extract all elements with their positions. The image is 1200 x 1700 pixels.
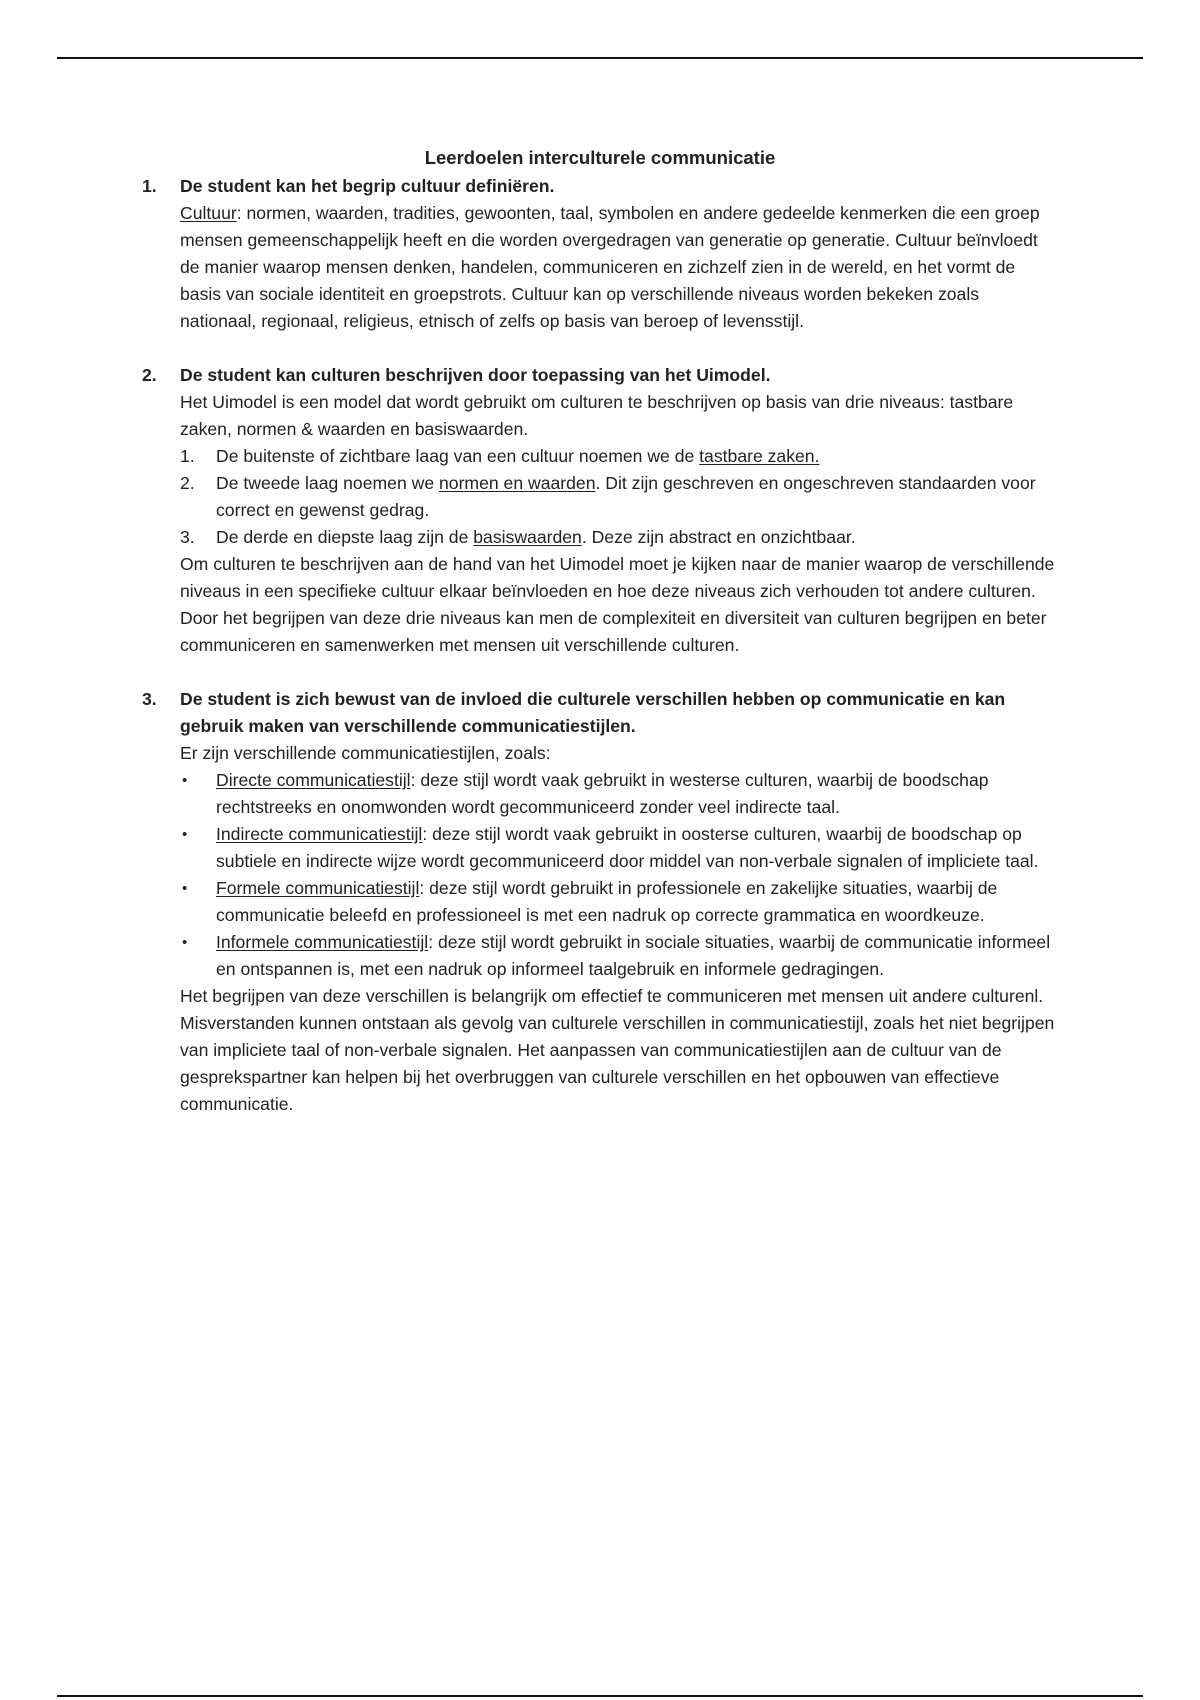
list-item xyxy=(180,524,1060,551)
underlined-term: Directe communicatiestijl xyxy=(216,770,411,790)
underlined-term: normen en waarden xyxy=(439,473,596,493)
document-body xyxy=(140,143,1060,1118)
bullet-icon: • xyxy=(182,772,188,789)
document-title: Leerdoelen interculturele communicatie xyxy=(424,147,776,168)
list-text-after: . Deze zijn abstract en onzichtbaar. xyxy=(581,527,856,547)
list-text-before: De derde en diepste laag zijn de xyxy=(216,527,474,547)
bullet-item xyxy=(180,929,1060,983)
underlined-term: Cultuur xyxy=(180,203,237,223)
section-number: 1. xyxy=(142,176,157,196)
section-number: 3. xyxy=(142,689,157,709)
section-intro: Het Uimodel is een model dat wordt gebruikt om culturen te beschrijven op basis van drie niveaus: tastbare zaken, normen & waarden en basiswaarden. xyxy=(180,392,1014,439)
section-outro: Om culturen te beschrijven aan de hand van het Uimodel moet je kijken naar de manier waarop de verschillende niveaus in een specifieke cultuur elkaar beïnvloeden en hoe deze niveaus zich verhouden tot andere culturen. Door het begrijpen van deze drie niveaus kan men de complexiteit en diversiteit van culturen begrijpen en beter communiceren en samenwerken met mensen uit verschillende culturen. xyxy=(180,554,1055,655)
bullet-icon: • xyxy=(182,880,188,897)
bullet-icon: • xyxy=(182,826,188,843)
bullet-item xyxy=(180,767,1060,821)
bullet-text: : deze stijl wordt gebruikt in professionele en zakelijke situaties, waarbij de communicatie beleefd en professioneel is met een nadruk op correcte grammatica en woordkeuze. xyxy=(216,878,998,925)
underlined-term: tastbare zaken. xyxy=(699,446,820,466)
header-rule xyxy=(57,57,1143,59)
underlined-term: Informele communicatiestijl xyxy=(216,932,429,952)
list-text-before: De tweede laag noemen we xyxy=(216,473,439,493)
section-intro: Er zijn verschillende communicatiestijlen, zoals: xyxy=(180,743,551,763)
section-outro: Het begrijpen van deze verschillen is belangrijk om effectief te communiceren met mensen uit andere culturenl. Misverstanden kunnen ontstaan als gevolg van culturele verschillen in communicatiestijl, zoals het niet begrijpen van impliciete taal of non-verbale signalen. Het aanpassen van communicatiestijlen aan de cultuur van de gesprekspartner kan helpen bij het overbruggen van culturele verschillen en het opbouwen van effectieve communicatie. xyxy=(180,986,1055,1114)
list-item xyxy=(180,443,1060,470)
list-text-before: De buitenste of zichtbare laag van een cultuur noemen we de xyxy=(216,446,700,466)
bullet-text: : deze stijl wordt gebruikt in sociale situaties, waarbij de communicatie informeel en ontspannen is, met een nadruk op informeel taalgebruik en informele gedragingen. xyxy=(216,932,1051,979)
list-text-after: . Dit zijn geschreven en ongeschreven standaarden voor correct en gewenst gedrag. xyxy=(216,473,1036,520)
section-heading: De student kan culturen beschrijven door toepassing van het Uimodel. xyxy=(180,365,771,385)
bullet-item xyxy=(180,821,1060,875)
bullet-text: : deze stijl wordt vaak gebruikt in oosterse culturen, waarbij de boodschap op subtiele en indirecte wijze wordt gecommuniceerd door middel van non-verbale signalen of impliciete taal. xyxy=(216,824,1039,871)
list-number: 3. xyxy=(180,527,195,547)
bullet-icon: • xyxy=(182,934,188,951)
paragraph-text: : normen, waarden, tradities, gewoonten, taal, symbolen en andere gedeelde kenmerken die een groep mensen gemeenschappelijk heeft en die worden overgedragen van generatie op generatie. Cultuur beïnvloedt de manier waarop mensen denken, handelen, communiceren en zichzelf zien in de wereld, en het vormt de basis van sociale identiteit en groepstrots. Cultuur kan op verschillende niveaus worden bekeken zoals nationaal, regionaal, religieus, etnisch of zelfs op basis van beroep of levensstijl. xyxy=(180,203,1040,331)
underlined-term: basiswaarden xyxy=(473,527,582,547)
bullet-text: : deze stijl wordt vaak gebruikt in westerse culturen, waarbij de boodschap rechtstreeks en onomwonden wordt gecommuniceerd zonder veel indirecte taal. xyxy=(216,770,989,817)
list-number: 1. xyxy=(180,446,195,466)
list-item xyxy=(180,470,1060,524)
bullet-item xyxy=(180,875,1060,929)
section-heading: De student is zich bewust van de invloed die culturele verschillen hebben op communicatie en kan gebruik maken van verschillende communicatiestijlen. xyxy=(180,689,1006,736)
footer-rule xyxy=(57,1695,1143,1697)
underlined-term: Formele communicatiestijl xyxy=(216,878,420,898)
section-2 xyxy=(140,362,1060,659)
section-heading: De student kan het begrip cultuur definiëren. xyxy=(180,176,555,196)
section-1 xyxy=(140,173,1060,335)
section-paragraph xyxy=(180,200,1060,335)
list-number: 2. xyxy=(180,473,195,493)
underlined-term: Indirecte communicatiestijl xyxy=(216,824,423,844)
section-3 xyxy=(140,686,1060,1118)
section-number: 2. xyxy=(142,365,157,385)
